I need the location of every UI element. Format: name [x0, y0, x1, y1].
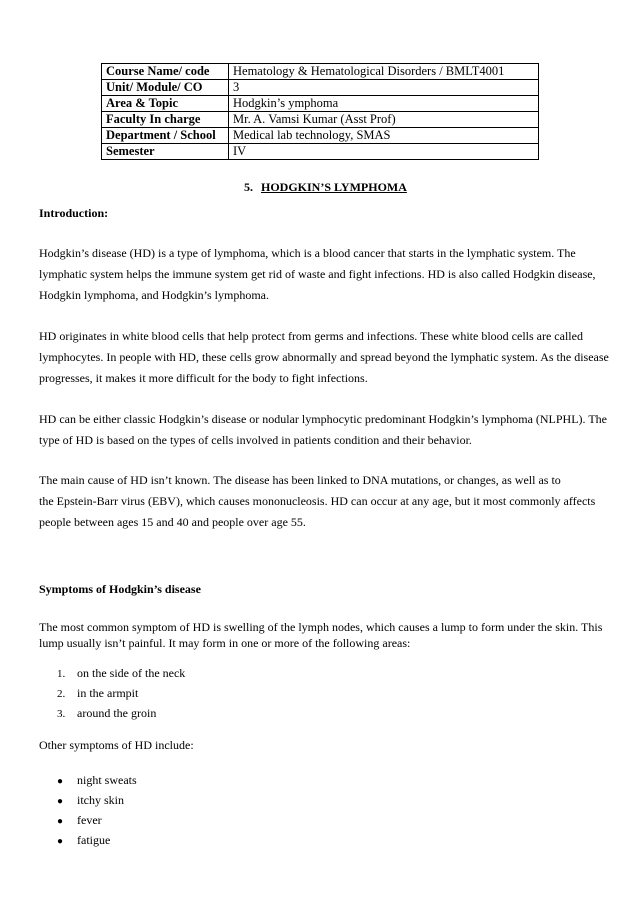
text-line: the Epstein-Barr virus (EBV), which causes mononucleosis. HD can occur at any age, but it most commonly affects — [39, 494, 596, 508]
section-title: HODGKIN’S LYMPHOMA — [261, 180, 407, 194]
symptoms-label: Symptoms of Hodgkin’s disease — [39, 582, 201, 596]
bullet-icon: ● — [57, 796, 64, 807]
table-row — [102, 144, 539, 160]
other-symptoms-list — [57, 770, 137, 850]
list-item-text: around the groin — [77, 706, 157, 720]
list-item-text: night sweats — [77, 773, 137, 787]
list-item-text: on the side of the neck — [77, 666, 186, 680]
list-marker: 2. — [57, 688, 66, 700]
row-label: Area & Topic — [102, 96, 229, 112]
row-label: Course Name/ code — [102, 64, 229, 80]
row-value: Hematology & Hematological Disorders / BMLT4001 — [229, 64, 539, 80]
symptoms-paragraph — [39, 619, 614, 651]
affected-areas-list — [57, 663, 185, 723]
row-label: Faculty In charge — [102, 112, 229, 128]
text-line: The most common symptom of HD is swelling of the lymph nodes, which causes a lump to form under the skin. This — [39, 620, 603, 634]
section-heading — [244, 180, 407, 195]
list-marker: 3. — [57, 708, 66, 720]
intro-paragraph-4 — [39, 470, 614, 533]
list-item-text: fever — [77, 813, 102, 827]
list-marker: 1. — [57, 668, 66, 680]
bullet-icon: ● — [57, 816, 64, 827]
table-row — [102, 80, 539, 96]
text-line: lump usually isn’t painful. It may form in one or more of the following areas: — [39, 636, 411, 650]
list-item — [57, 810, 137, 830]
text-line: HD can be either classic Hodgkin’s disease or nodular lymphocytic predominant Hodgkin’s lymphoma (NLPHL). The — [39, 412, 607, 426]
list-item — [57, 663, 185, 683]
row-label: Unit/ Module/ CO — [102, 80, 229, 96]
text-line: The main cause of HD isn’t known. The disease has been linked to DNA mutations, or changes, as well as to — [39, 473, 561, 487]
text-line: type of HD is based on the types of cells involved in patients condition and their behavior. — [39, 433, 472, 447]
row-value: Medical lab technology, SMAS — [229, 128, 539, 144]
text-line: HD originates in white blood cells that help protect from germs and infections. These white blood cells are called — [39, 329, 583, 343]
list-item — [57, 830, 137, 850]
other-symptoms-label: Other symptoms of HD include: — [39, 738, 194, 752]
text-line: lymphatic system helps the immune system get rid of waste and fight infections. HD is also called Hodgkin disease, — [39, 267, 596, 281]
bullet-icon: ● — [57, 836, 64, 847]
table-row — [102, 112, 539, 128]
text-line: people between ages 15 and 40 and people over age 55. — [39, 515, 306, 529]
text-line: Hodgkin lymphoma, and Hodgkin’s lymphoma. — [39, 288, 269, 302]
list-item-text: itchy skin — [77, 793, 124, 807]
row-value: IV — [229, 144, 539, 160]
row-value: Hodgkin’s ymphoma — [229, 96, 539, 112]
row-label: Department / School — [102, 128, 229, 144]
row-label: Semester — [102, 144, 229, 160]
list-item-text: in the armpit — [77, 686, 139, 700]
intro-paragraph-3 — [39, 409, 614, 451]
table-row — [102, 128, 539, 144]
table-row — [102, 96, 539, 112]
text-line: progresses, it makes it more difficult for the body to fight infections. — [39, 371, 368, 385]
bullet-icon: ● — [57, 776, 64, 787]
section-number: 5. — [244, 180, 253, 194]
list-item — [57, 790, 137, 810]
list-item — [57, 770, 137, 790]
text-line: lymphocytes. In people with HD, these cells grow abnormally and spread beyond the lymphatic system. As the disease — [39, 350, 609, 364]
introduction-label: Introduction: — [39, 206, 109, 220]
course-info-table — [101, 63, 539, 160]
list-item — [57, 683, 185, 703]
row-value: 3 — [229, 80, 539, 96]
list-item-text: fatigue — [77, 833, 111, 847]
text-line: Hodgkin’s disease (HD) is a type of lymphoma, which is a blood cancer that starts in the lymphatic system. The — [39, 246, 576, 260]
intro-paragraph-1 — [39, 243, 614, 306]
intro-paragraph-2 — [39, 326, 614, 389]
list-item — [57, 703, 185, 723]
row-value: Mr. A. Vamsi Kumar (Asst Prof) — [229, 112, 539, 128]
table-row — [102, 64, 539, 80]
